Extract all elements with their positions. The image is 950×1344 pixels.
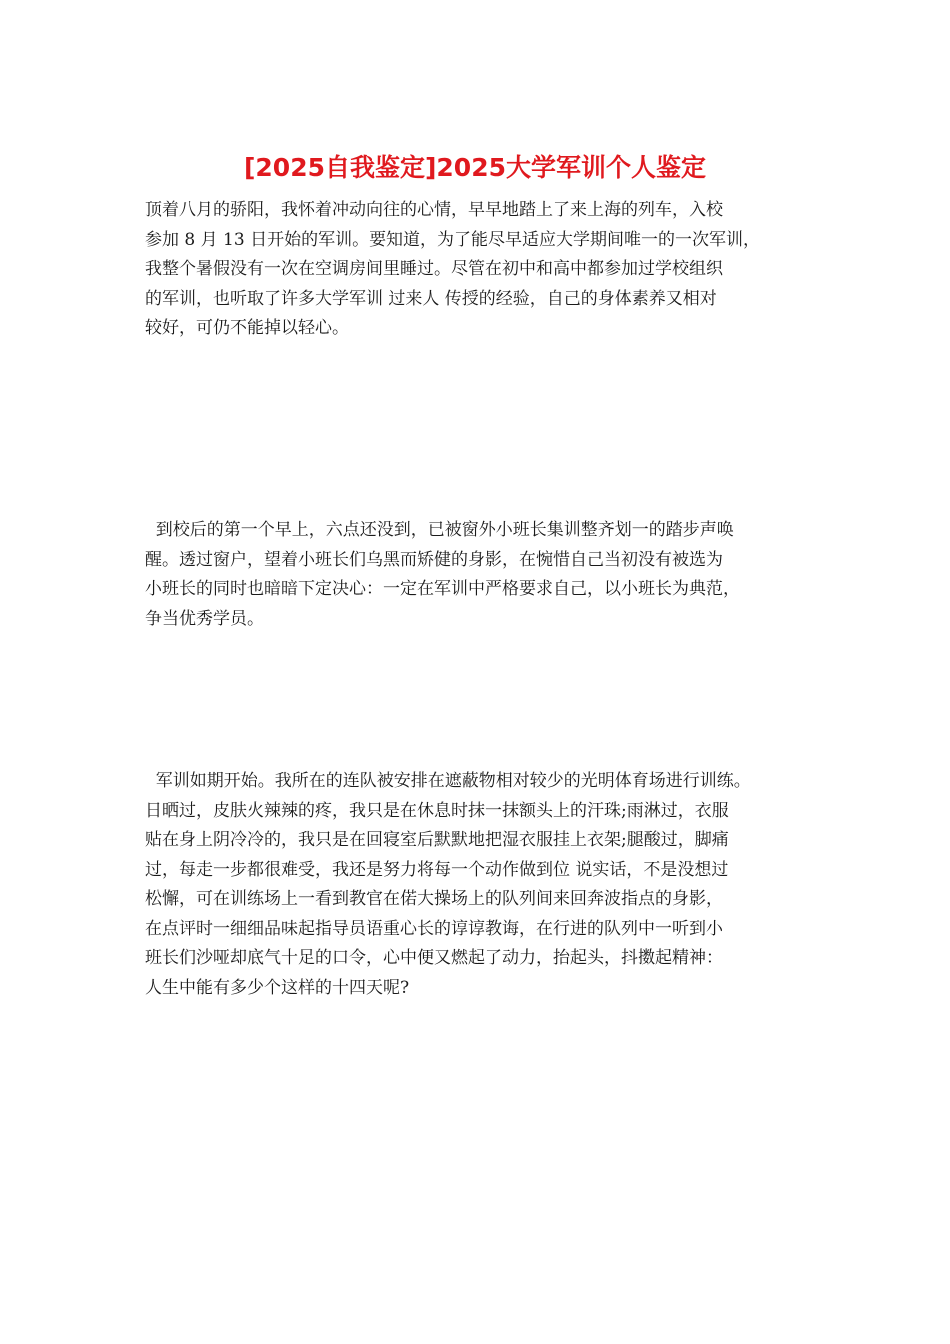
text-line: 松懈，可在训练场上一看到教官在偌大操场上的队列间来回奔波指点的身影， (145, 889, 723, 909)
text-line: 贴在身上阴冷冷的，我只是在回寝室后默默地把湿衣服挂上衣架;腿酸过，脚痛 (145, 830, 729, 850)
paragraph-3 (145, 767, 825, 1003)
text-line: 到校后的第一个早上，六点还没到，已被窗外小班长集训整齐划一的踏步声唤 (145, 520, 734, 540)
text-line: 醒。透过窗户，望着小班长们乌黑而矫健的身影，在惋惜自己当初没有被选为 (145, 549, 723, 570)
text-line: 人生中能有多少个这样的十四天呢? (145, 977, 410, 998)
paragraph-2 (145, 516, 825, 634)
text-line: 顶着八月的骄阳，我怀着冲动向往的心情，早早地踏上了来上海的列车，入校 (145, 200, 723, 220)
paragraph-1 (145, 196, 825, 344)
text-line: 军训如期开始。我所在的连队被安排在遮蔽物相对较少的光明体育场进行训练。 (145, 771, 751, 791)
text-line: 在点评时一细细品味起指导员语重心长的谆谆教诲，在行进的队列中一听到小 (145, 918, 723, 939)
text-line: 班长们沙哑却底气十足的口令，心中便又燃起了动力，抬起头，抖擞起精神： (145, 948, 723, 968)
text-line: 小班长的同时也暗暗下定决心：一定在军训中严格要求自己，以小班长为典范， (145, 579, 740, 599)
text-line: 的军训，也听取了许多大学军训 过来人 传授的经验，自己的身体素养又相对 (145, 288, 717, 309)
text-line: 我整个暑假没有一次在空调房间里睡过。尽管在初中和高中都参加过学校组织 (145, 259, 723, 279)
text-line: 过，每走一步都很难受，我还是努力将每一个动作做到位 说实话，不是没想过 (145, 859, 729, 880)
text-line: 争当优秀学员。 (145, 608, 264, 629)
document-title: [2025自我鉴定]2025大学军训个人鉴定 (243, 153, 706, 182)
text-line: 参加 8 月 13 日开始的军训。要知道，为了能尽早适应大学期间唯一的一次军训， (145, 229, 761, 250)
text-line: 较好，可仍不能掉以轻心。 (145, 318, 349, 338)
text-line: 日晒过，皮肤火辣辣的疼，我只是在休息时抹一抹额头上的汗珠;雨淋过，衣服 (145, 800, 729, 821)
